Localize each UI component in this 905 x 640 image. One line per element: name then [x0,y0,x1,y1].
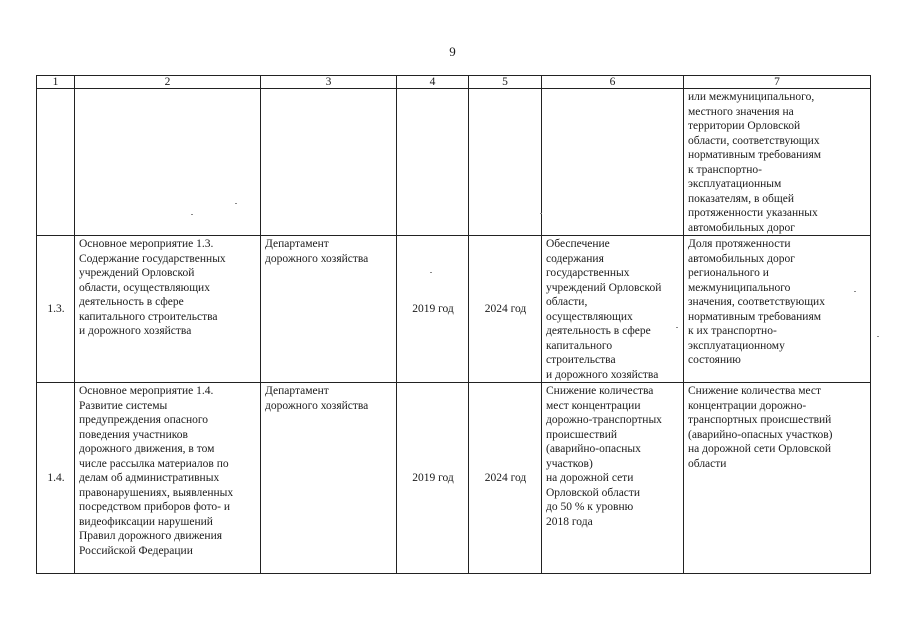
executor-cell: Департамент дорожного хозяйства [261,236,397,383]
expected-result-cell: Обеспечение содержания государственных учреждений Орловской области, осуществляющих деятельность в сфере капитального строительства и дорожного хозяйства [542,236,684,383]
indicator-cell: или межмуниципального, местного значения на территории Орловской области, соответствующих нормативным требованиям к транспортно- эксплуатационным показателям, в общей протяженности указанных автомобильных дорог [684,89,871,236]
scan-speck [676,327,678,328]
scan-speck [191,214,193,215]
measure-cell: Основное мероприятие 1.3. Содержание государственных учреждений Орловской области, осуществляющих деятельность в сфере капитального строительства и дорожного хозяйства [75,236,261,383]
column-number-header: 7 [684,76,871,89]
column-number-header: 6 [542,76,684,89]
executor-cell: Департамент дорожного хозяйства [261,383,397,574]
expected-result-cell: Снижение количества мест концентрации дорожно-транспортных происшествий (аварийно-опасных участков) на дорожной сети Орловской области до 50 % к уровню 2018 года [542,383,684,574]
scan-speck [877,336,879,337]
start-year-cell [397,89,469,236]
table-row [37,236,871,383]
executor-cell [261,89,397,236]
expected-result-cell [542,89,684,236]
table-header-row [37,76,871,89]
column-number-header: 3 [261,76,397,89]
table-row [37,383,871,574]
page-number: 9 [449,44,456,59]
indicator-cell: Снижение количества мест концентрации дорожно- транспортных происшествий (аварийно-опасных участков) на дорожной сети Орловской области [684,383,871,574]
start-year-cell: 2019 год [397,383,469,574]
scan-speck [235,203,237,204]
table-row [37,89,871,236]
row-number-cell: 1.4. [37,383,75,574]
scan-speck [430,272,432,273]
column-number-header: 5 [469,76,542,89]
row-number-cell: 1.3. [37,236,75,383]
indicator-cell: Доля протяженности автомобильных дорог регионального и межмуниципального значения, соответствующих нормативным требованиям к их транспортно- эксплуатационному состоянию [684,236,871,383]
column-number-header: 4 [397,76,469,89]
end-year-cell [469,89,542,236]
column-number-header: 2 [75,76,261,89]
column-number-header: 1 [37,76,75,89]
end-year-cell: 2024 год [469,236,542,383]
measure-cell: Основное мероприятие 1.4. Развитие системы предупреждения опасного поведения участников дорожного движения, в том числе рассылка материалов по делам об административных правонарушениях, выявленных посредством приборов фото- и видеофиксации нарушений Правил дорожного движения Российской Федерации [75,383,261,574]
program-measures-table [36,75,871,574]
scan-speck [540,213,542,214]
scan-speck [854,291,856,292]
measure-cell [75,89,261,236]
start-year-cell: 2019 год [397,236,469,383]
end-year-cell: 2024 год [469,383,542,574]
row-number-cell [37,89,75,236]
